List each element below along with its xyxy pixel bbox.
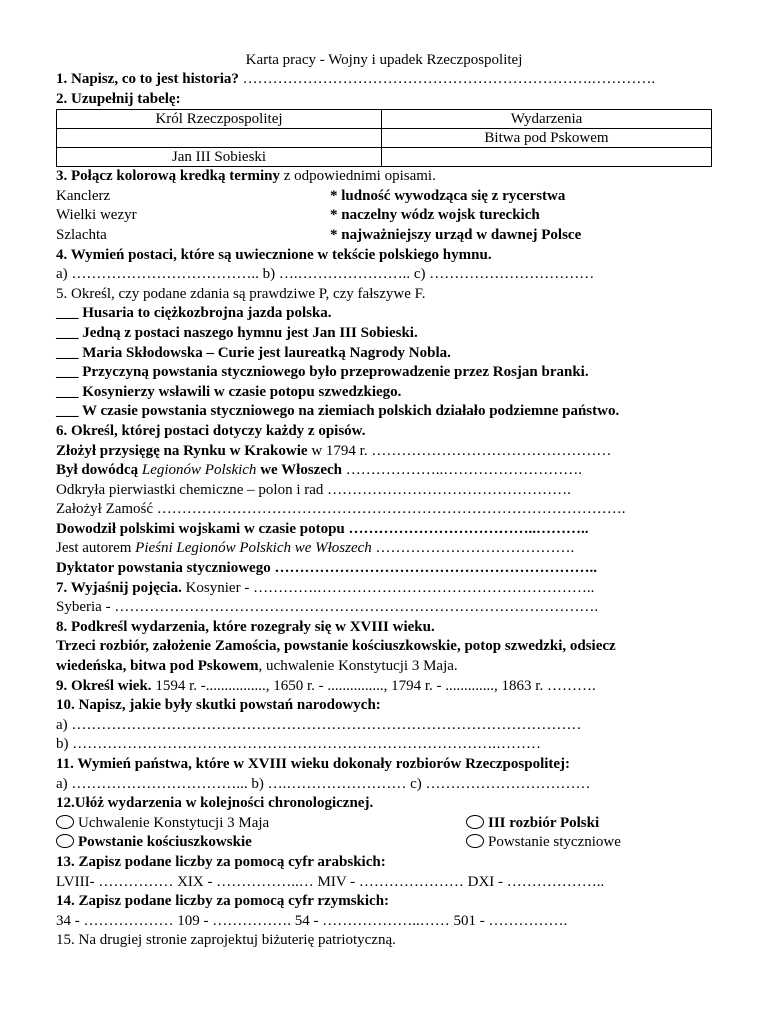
q8-label: 8. Podkreśl wydarzenia, które rozegrały się w XVIII wieku. [56,618,435,635]
q6-desc: we Włoszech [256,462,342,479]
table-cell [382,148,712,167]
kings-table [56,109,712,167]
q1-blank: …………………………………………………………….…………. [238,71,656,87]
chrono-row [56,833,712,853]
q12-label: 12.Ułóż wydarzenia w kolejności chronologicznej. [56,795,374,812]
q6-label: 6. Określ, której postaci dotyczy każdy z opisów. [56,422,366,439]
q9-label: 9. Określ wiek. [56,677,152,694]
question-1 [56,70,712,90]
q14-text: 34 - ……………… 109 - ……………. 54 - ………………..…… 501 - ……………. [56,912,568,929]
q15-label: 15. Na drugiej stronie zaprojektuj biżuterię patriotyczną. [56,932,396,949]
q8-events-rest: , uchwalenie Konstytucji 3 Maja. [258,658,458,675]
chrono-label: III rozbiór Polski [488,814,600,831]
q6-blank: ………………..………………………. [341,462,582,479]
q4-label: 4. Wymień postaci, które są uwiecznione w tekście polskiego hymnu. [56,246,492,263]
true-false-item: ___ Husaria to ciężkozbrojna jazda polska. [56,305,332,322]
match-term: Kanclerz [56,187,111,204]
q14-label: 14. Zapisz podane liczby za pomocą cyfr rzymskich: [56,893,390,910]
table-row [57,148,712,167]
q6-blank: …………………………………. [371,540,575,557]
q6-line: Dyktator powstania styczniowego ……………………………………………………….. [56,560,597,577]
q6-line: Odkryła pierwiastki chemiczne – polon i rad …………………………………………. [56,481,571,498]
circle-icon [466,815,484,829]
q8-events [56,657,712,677]
chrono-item [466,833,621,853]
q8-events: Trzeci rozbiór, założenie Zamościa, powstanie kościuszkowskie, potop szwedzki, odsiecz [56,638,616,655]
q6-line [56,539,712,559]
q10-answer-a: a) ………………………………………………………………………………………… [56,716,582,733]
match-row [56,206,712,226]
match-term: Szlachta [56,226,107,243]
q7-kosynier: Kosynier - ………….……………………………………………….. [181,579,595,596]
q8-events-bold: wiedeńska, bitwa pod Pskowem [56,658,259,675]
match-term: Wielki wezyr [56,207,137,224]
question-3 [56,167,712,187]
table-cell: Jan III Sobieski [57,148,382,167]
q10-label: 10. Napisz, jakie były skutki powstań narodowych: [56,697,381,714]
true-false-item: ___ Maria Skłodowska – Curie jest laureatką Nagrody Nobla. [56,344,451,361]
q11-label: 11. Wymień państwa, które w XVIII wieku dokonały rozbiorów Rzeczpospolitej: [56,756,571,772]
true-false-item: ___ W czasie powstania styczniowego na ziemiach polskich działało podziemne państwo. [56,403,620,420]
q13-label: 13. Zapisz podane liczby za pomocą cyfr arabskich: [56,853,386,870]
q6-desc: Jest autorem [56,540,136,557]
chrono-item [56,833,466,853]
match-desc: * naczelny wódz wojsk tureckich [330,207,540,224]
q6-desc: Złożył przysięgę na Rynku w Krakowie [56,442,308,459]
q9-text: 1594 r. -................, 1650 r. - ..............., 1794 r. - ............., 1863 r. ………. [151,677,596,694]
table-cell: Bitwa pod Pskowem [382,129,712,148]
q11-answers: a) ……………………………... b) ….…………………… c) …………………………… [56,775,591,792]
table-cell [57,129,382,148]
q6-blank: w 1794 r. ………………………………………… [307,442,612,459]
q6-desc: Był dowódcą [56,462,142,479]
circle-icon [56,834,74,848]
true-false-item: ___ Jedną z postaci naszego hymnu jest Jan III Sobieski. [56,324,418,341]
q6-line [56,442,712,462]
q6-line: Założył Zamość …………………………………………………………………………………. [56,501,626,518]
chrono-label: Uchwalenie Konstytucji 3 Maja [78,814,270,831]
q6-desc-italic: Legionów Polskich [141,462,257,479]
chrono-item [466,814,599,834]
true-false-item: ___ Przyczyną powstania styczniowego było przeprowadzenie przez Rosjan branki. [56,364,589,381]
q10-answer-b: b) ………………………………………………………………………….……… [56,736,541,753]
q13-text: LVIII- …………… XIX - ……………..… MIV - ………………… DXI - ……………….. [56,873,605,890]
q3-label: 3. Połącz kolorową kredką terminy [56,168,281,185]
table-row [57,129,712,148]
page-title: Karta pracy - Wojny i upadek Rzeczpospolitej [245,52,523,68]
table-header-row [57,110,712,129]
true-false-item: ___ Kosynierzy wsławili w czasie potopu szwedzkiego. [56,383,402,400]
q6-desc-italic: Pieśni Legionów Polskich we Włoszech [135,540,372,557]
question-7 [56,579,712,599]
match-desc: * najważniejszy urząd w dawnej Polsce [330,226,582,243]
q2-label: 2. Uzupełnij tabelę: [56,90,181,107]
chrono-item [56,814,466,834]
match-desc: * ludność wywodząca się z rycerstwa [330,187,566,204]
table-header: Król Rzeczpospolitej [57,110,382,129]
q5-label: 5. Określ, czy podane zdania są prawdziwe P, czy fałszywe F. [56,285,426,302]
circle-icon [466,834,484,848]
chrono-row [56,814,712,834]
chrono-label: Powstanie kościuszkowskie [78,834,252,851]
match-row [56,187,712,207]
q6-line [56,461,712,481]
question-9 [56,677,712,697]
q7-label: 7. Wyjaśnij pojęcia. [56,579,182,596]
chrono-label: Powstanie styczniowe [488,834,621,851]
table-header: Wydarzenia [382,110,712,129]
worksheet [56,50,712,951]
q1-label: 1. Napisz, co to jest historia? [56,71,239,87]
q7-syberia: Syberia - ……………………………………………………………………………………. [56,599,599,616]
q6-line: Dowodził polskimi wojskami w czasie potopu ………………………………..……….. [56,520,589,537]
circle-icon [56,815,74,829]
match-row [56,226,712,246]
q4-answers: a) ……………………………….. b) ….………………….. c) …………………………… [56,266,595,283]
q3-label-rest: z odpowiednimi opisami. [280,168,436,185]
